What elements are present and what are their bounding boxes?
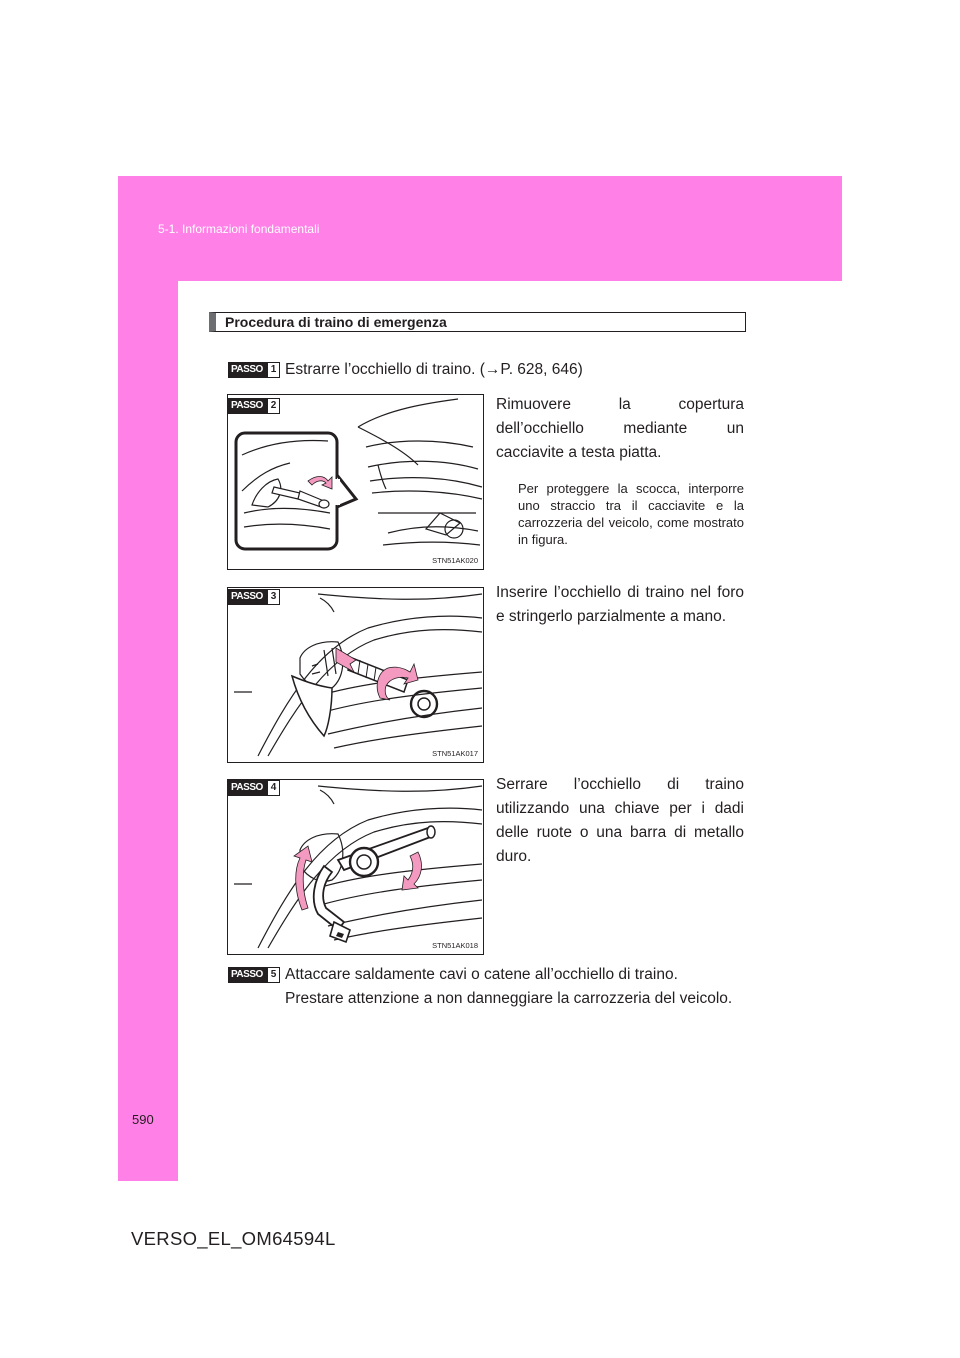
tighten-eyelet-illustration [228, 780, 483, 954]
step-number: 5 [267, 967, 281, 983]
step-word: PASSO [228, 967, 267, 983]
step-5-text: Attaccare saldamente cavi o catene all’occhiello di traino. [285, 966, 678, 983]
step-word: PASSO [228, 780, 267, 796]
step-number: 3 [267, 589, 281, 605]
figure-code: STN51AK020 [432, 556, 478, 565]
figure-step-4 [227, 779, 484, 955]
step-badge-4 [228, 780, 280, 796]
figure-step-3 [227, 587, 484, 763]
insert-eyelet-illustration [228, 588, 483, 762]
step-number: 4 [267, 780, 281, 796]
step-2-text: Rimuovere la copertura dell’occhiello mediante un cacciavite a testa piatta. [496, 396, 744, 461]
figure-code: STN51AK018 [432, 941, 478, 950]
step-badge-5 [228, 967, 280, 983]
step-4-text: Serrare l’occhiello di traino utilizzando una chiave per i dadi delle ruote o una barra di metallo duro. [496, 776, 744, 865]
step-number: 1 [267, 362, 281, 378]
step-word: PASSO [228, 589, 267, 605]
step-5-note: Prestare attenzione a non danneggiare la carrozzeria del veicolo. [285, 990, 733, 1007]
document-code: VERSO_EL_OM64594L [131, 1228, 336, 1249]
figure-step-2 [227, 394, 484, 570]
step-badge-2 [228, 398, 280, 414]
figure-code: STN51AK017 [432, 749, 478, 758]
step-number: 2 [267, 398, 281, 414]
step-3-text: Inserire l’occhiello di traino nel foro e stringerlo parzialmente a mano. [496, 584, 744, 625]
section-heading: Procedura di traino di emergenza [209, 312, 746, 332]
step-word: PASSO [228, 398, 267, 414]
step-badge-3 [228, 589, 280, 605]
step-badge-1 [228, 362, 280, 378]
remove-cover-illustration [228, 395, 483, 569]
side-band [118, 281, 178, 1181]
step-1-text: Estrarre l’occhiello di traino. (→P. 628, 646) [285, 361, 583, 378]
page-number: 590 [132, 1112, 154, 1127]
step-word: PASSO [228, 362, 267, 378]
step-2-note: Per proteggere la scocca, interporre uno straccio tra il cacciavite e la carrozzeria del veicolo, come mostrato in figura. [518, 481, 744, 547]
section-label: 5-1. Informazioni fondamentali [158, 222, 320, 236]
